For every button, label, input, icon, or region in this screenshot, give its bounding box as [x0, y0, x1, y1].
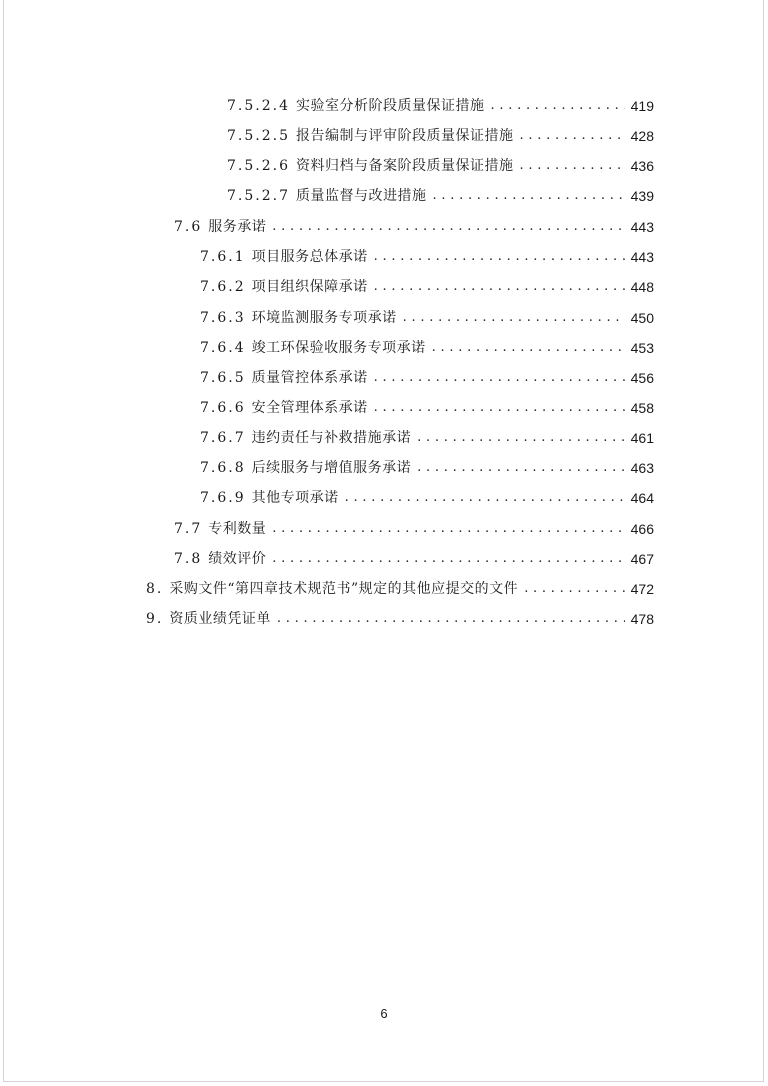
toc-entry-number: 7.5.2.7 [227, 188, 290, 204]
toc-entry-number: 7.6.2 [200, 279, 246, 295]
toc-entry-page: 466 [630, 521, 654, 537]
toc-dot-leader [519, 155, 624, 177]
toc-entry[interactable] [227, 185, 654, 207]
toc-entry-page: 478 [630, 611, 654, 627]
toc-entry-title: 资料归档与备案阶段质量保证措施 [295, 158, 514, 174]
toc-entry[interactable] [200, 487, 654, 509]
toc-dot-leader [417, 427, 625, 449]
toc-dot-leader [432, 337, 625, 359]
toc-entry[interactable] [227, 95, 654, 117]
toc-entry-page: 467 [630, 551, 654, 567]
toc-entry[interactable] [227, 125, 654, 147]
toc-entry-title: 竣工环保验收服务专项承诺 [251, 340, 426, 356]
toc-entry-title: 环境监测服务专项承诺 [251, 310, 397, 326]
toc-entry-title: 质量管控体系承诺 [251, 370, 368, 386]
toc-entry-title: 项目服务总体承诺 [251, 249, 368, 265]
toc-entry-title: 采购文件“第四章技术规范书”规定的其他应提交的文件 [169, 581, 519, 597]
toc-entry-page: 448 [630, 279, 654, 295]
toc-entry-title: 违约责任与补救措施承诺 [251, 430, 412, 446]
toc-entry-page: 443 [630, 219, 654, 235]
toc-entry-page: 450 [630, 310, 654, 326]
toc-entry[interactable] [200, 457, 654, 479]
toc-dot-leader [524, 578, 624, 600]
toc-entry[interactable] [200, 427, 654, 449]
toc-entry-number: 7.7 [174, 521, 203, 537]
toc-entry[interactable] [200, 276, 654, 298]
toc-dot-leader [374, 367, 625, 389]
page-number: 6 [380, 1006, 388, 1021]
toc-entry-number: 7.6.5 [200, 370, 246, 386]
toc-entry-title: 专利数量 [208, 521, 267, 537]
toc-entry-title: 其他专项承诺 [251, 490, 339, 506]
toc-entry[interactable] [174, 548, 654, 570]
toc-dot-leader [272, 216, 624, 238]
toc-entry-number: 8. [146, 581, 164, 597]
toc-entry-page: 464 [630, 490, 654, 506]
toc-entry-title: 资质业绩凭证单 [169, 611, 271, 627]
toc-entry-page: 453 [630, 340, 654, 356]
toc-dot-leader [277, 608, 625, 630]
toc-dot-leader [432, 185, 624, 207]
toc-entry-title: 服务承诺 [208, 219, 267, 235]
toc-entry-number: 7.6.1 [200, 249, 246, 265]
toc-entry[interactable] [146, 578, 654, 600]
toc-entry-page: 458 [630, 400, 654, 416]
toc-dot-leader [272, 548, 624, 570]
toc-entry[interactable] [200, 397, 654, 419]
toc-entry[interactable] [227, 155, 654, 177]
toc-entry-title: 后续服务与增值服务承诺 [251, 460, 412, 476]
toc-entry-number: 7.6 [174, 219, 203, 235]
toc-entry-number: 7.6.8 [200, 460, 246, 476]
toc-dot-leader [374, 276, 625, 298]
toc-dot-leader [374, 397, 625, 419]
toc-dot-leader [490, 95, 624, 117]
toc-entry-page: 472 [630, 581, 654, 597]
toc-entry-number: 7.6.7 [200, 430, 246, 446]
toc-entry[interactable] [174, 518, 654, 540]
toc-entry-number: 7.6.3 [200, 310, 246, 326]
toc-entry-page: 436 [630, 158, 654, 174]
toc-entry-title: 绩效评价 [208, 551, 267, 567]
toc-entry-number: 7.5.2.4 [227, 98, 290, 114]
toc-entry-page: 461 [630, 430, 654, 446]
toc-entry-number: 9. [146, 611, 164, 627]
toc-entry-page: 439 [630, 188, 654, 204]
toc-entry-page: 443 [630, 249, 654, 265]
toc-entry-page: 456 [630, 370, 654, 386]
toc-dot-leader [272, 518, 624, 540]
toc-entry[interactable] [200, 246, 654, 268]
toc-entry-number: 7.5.2.6 [227, 158, 290, 174]
toc-entry-title: 项目组织保障承诺 [251, 279, 368, 295]
toc-entry-number: 7.8 [174, 551, 203, 567]
toc-dot-leader [374, 246, 625, 268]
toc-entry-title: 实验室分析阶段质量保证措施 [295, 98, 485, 114]
toc-entry[interactable] [200, 367, 654, 389]
toc-dot-leader [403, 307, 625, 329]
toc-entry[interactable] [200, 307, 654, 329]
toc-entry-page: 419 [630, 98, 654, 114]
toc-entry-title: 报告编制与评审阶段质量保证措施 [295, 128, 514, 144]
toc-dot-leader [519, 125, 624, 147]
toc-entry-title: 质量监督与改进措施 [295, 188, 427, 204]
toc-entry-title: 安全管理体系承诺 [251, 400, 368, 416]
toc-dot-leader [345, 487, 625, 509]
toc-entry-number: 7.6.6 [200, 400, 246, 416]
toc-entry-number: 7.6.9 [200, 490, 246, 506]
toc-entry-number: 7.6.4 [200, 340, 246, 356]
toc-entry[interactable] [174, 216, 654, 238]
toc-entry-page: 428 [630, 128, 654, 144]
toc-entry-page: 463 [630, 460, 654, 476]
toc-entry[interactable] [200, 337, 654, 359]
toc-dot-leader [417, 457, 625, 479]
toc-entry[interactable] [146, 608, 654, 630]
toc-entry-number: 7.5.2.5 [227, 128, 290, 144]
